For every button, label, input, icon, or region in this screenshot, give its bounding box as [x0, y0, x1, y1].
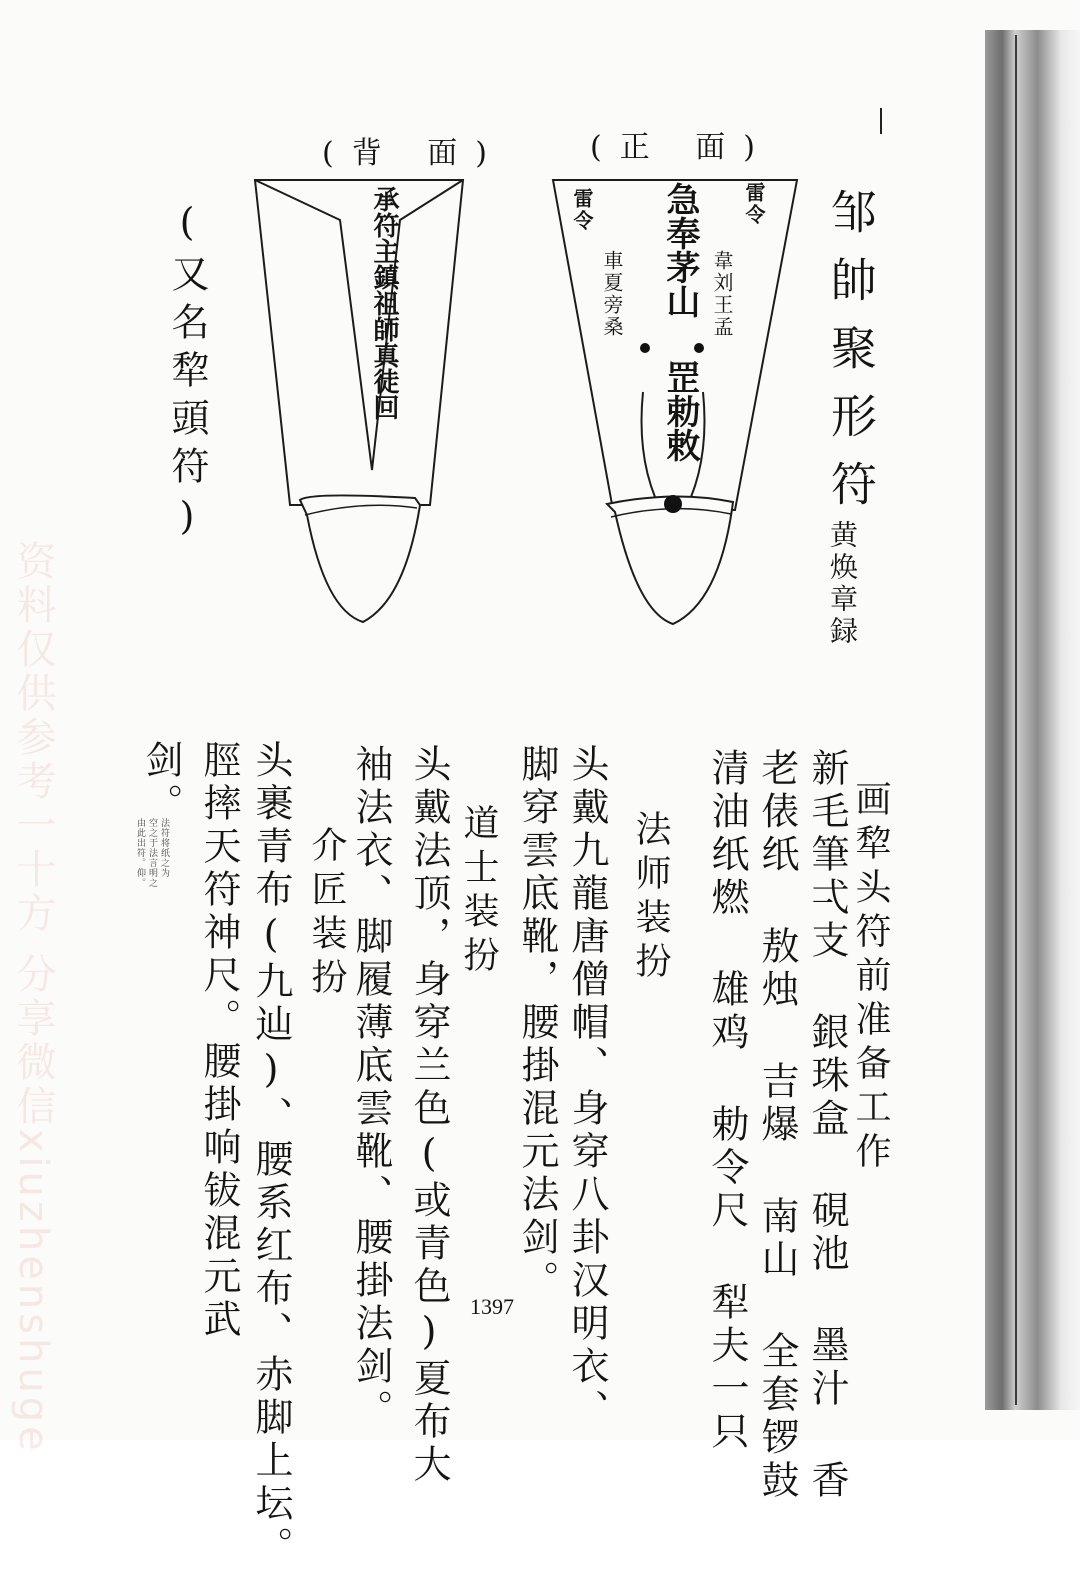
- front-center-lower-text: 罡勅敕: [660, 360, 700, 462]
- talisman-back-text: 承符主鎮祖師真徒回: [369, 186, 399, 420]
- page-title: 邹帥聚形符: [824, 188, 878, 528]
- section-title-preparation: 画犂头符前准备工作: [850, 780, 891, 1176]
- front-right-column: 韋刘王孟: [710, 250, 734, 338]
- author-signature: 黄焕章録: [826, 520, 859, 648]
- page-number: 1397: [470, 1294, 514, 1319]
- talisman-back-drawing: [245, 170, 475, 630]
- label-back: (背 面): [322, 136, 505, 171]
- front-seal-top-left: 雷令: [570, 188, 594, 232]
- text-column: 脛摔天符神尺。腰掛响钹混元武: [197, 740, 241, 1342]
- text-column: 清油纸燃 雄鸡 勅令尺 犁夫一只: [705, 748, 749, 1454]
- section-heading-taoist: 道士装扮: [458, 804, 499, 980]
- alternate-name: (又名犂頭符): [165, 200, 209, 548]
- text-column: 老俵纸 敖烛 吉爆 南山 全套锣鼓: [755, 748, 799, 1503]
- front-left-column: 車夏旁桑: [600, 250, 624, 338]
- front-center-text: 急奉茅山: [660, 182, 700, 318]
- book-binding-edge: [985, 30, 1080, 1410]
- margin-note-line: 空之于法言明之: [147, 818, 157, 888]
- margin-note-line: 由此出符。仰。: [135, 818, 145, 888]
- text-column: 头裹青布(九辿)、腰系红布、赤脚上坛。: [249, 740, 293, 1569]
- text-column: 头戴法顶，身穿兰色(或青色)夏布大: [407, 744, 451, 1487]
- text-column: 头戴九龍唐僧帽、身穿八卦汉明衣、: [565, 744, 609, 1432]
- binding-line: [1015, 35, 1017, 1405]
- text-column: 剑。: [139, 740, 183, 826]
- section-heading-master: 法师装扮: [630, 810, 671, 986]
- text-column: 新毛筆弌支 銀珠盒 硯池 墨汁 香: [805, 748, 849, 1503]
- top-tick-mark: [880, 108, 882, 134]
- text-column: 袖法衣、脚履薄底雲靴、腰掛法剑。: [349, 744, 393, 1432]
- label-front: (正 面): [590, 130, 773, 165]
- section-heading-craftsman: 介匠装扮: [306, 826, 347, 1002]
- front-seal-top-right: 雷令: [742, 182, 766, 226]
- watermark: 资料仅供参考一十方 分享微信xiuzhenshuge: [10, 540, 56, 1455]
- text-column: 脚穿雲底靴，腰掛混元法剑。: [515, 744, 559, 1303]
- margin-note-line: 法符将纸之为: [159, 818, 169, 878]
